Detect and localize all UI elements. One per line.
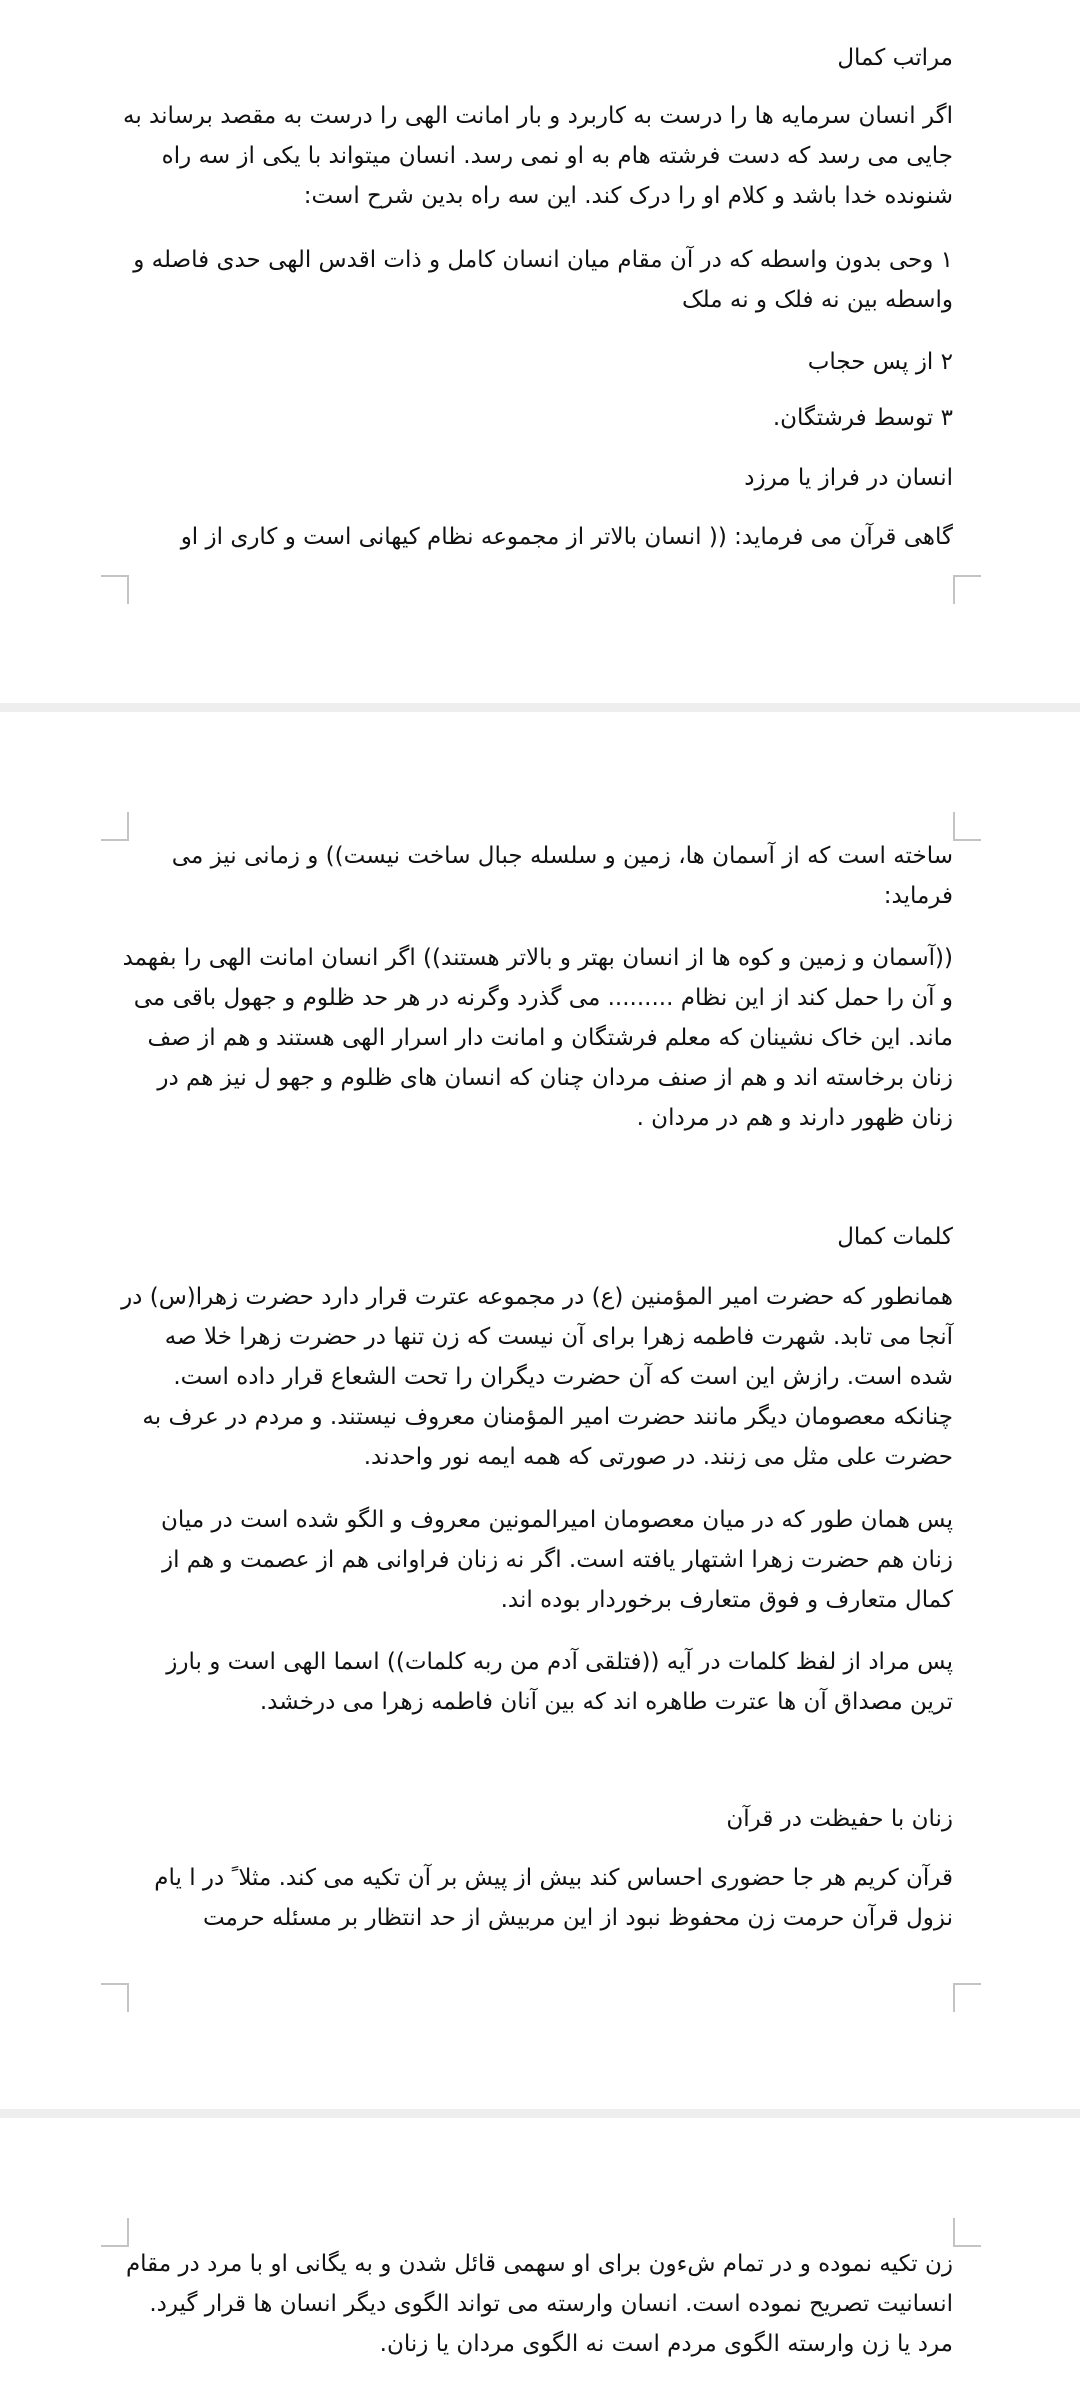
paragraph: ۱ وحی بدون واسطه که در آن مقام میان انسان کامل و ذات اقدس الهی حدی فاصله و واسطه بین نه فلک و نه ملک <box>133 247 953 313</box>
page-margin-corner-mark <box>953 1983 981 2012</box>
document-page-2 <box>0 712 1080 2109</box>
paragraph: گاهی قرآن می فرماید: (( انسان بالاتر از مجموعه نظام کیهانی است و کاری از او <box>180 524 953 550</box>
paragraph: همانطور که حضرت امیر المؤمنین (ع) در مجموعه عترت قرار دارد حضرت زهرا(س) در آنجا می تابد. شهرت فاطمه زهرا برای آن نیست که زن تنها در حضرت زهرا خلا صه شده است. رازش این است که آن حضرت دیگران را تحت الشعاع قرار داده است. چنانکه معصومان دیگر مانند حضرت امیر المؤمنان معروف نیستند. و مردم در عرف به حضرت علی مثل می زنند. در صورتی که همه ایمه نور واحدند. <box>121 1284 953 1470</box>
page-margin-corner-mark <box>953 812 981 841</box>
document-page-1 <box>0 0 1080 703</box>
paragraph: ۳ توسط فرشتگان. <box>772 405 953 431</box>
page-margin-corner-mark <box>101 2218 129 2247</box>
paragraph: زن تکیه نموده و در تمام شءون برای او سهمی قائل شدن و به یگانی او با مرد در مقام انسانیت تصریح نموده است. انسان وارسته می تواند الگوی دیگر انسان ها قرار گیرد. مرد یا زن وارسته الگوی مردم است نه الگوی مردان یا زنان. <box>125 2251 953 2357</box>
paragraph: ۲ از پس حجاب <box>807 349 953 375</box>
paragraph: اگر انسان سرمایه ها را درست به کاربرد و بار امانت الهی را درست به مقصد برساند به جایی می رسد که دست فرشته هام به او نمی رسد. انسان میتواند با یکی از سه راه شنونده خدا باشد و کلام او را درک کند. این سه راه بدین شرح است: <box>123 103 953 209</box>
page-margin-corner-mark <box>953 2218 981 2247</box>
page-separator <box>0 703 1080 712</box>
section-heading: مراتب کمال <box>837 45 953 71</box>
section-heading: کلمات کمال <box>837 1224 953 1250</box>
page-margin-corner-mark <box>101 1983 129 2012</box>
page-margin-corner-mark <box>953 575 981 604</box>
section-heading: انسان در فراز یا مرزد <box>744 465 953 491</box>
paragraph: پس مراد از لفظ کلمات در آیه ((فتلقی آدم من ربه کلمات)) اسما الهی است و بارز ترین مصداق آن ها عترت طاهره اند که بین آنان فاطمه زهرا می درخشد. <box>166 1649 953 1715</box>
paragraph: ساخته است که از آسمان ها، زمین و سلسله جبال ساخت نیست)) و زمانی نیز می فرماید: <box>171 843 953 909</box>
page-margin-corner-mark <box>101 575 129 604</box>
page-separator <box>0 2109 1080 2118</box>
paragraph: قرآن کریم هر جا حضوری احساس کند بیش از پیش بر آن تکیه می کند. مثلا ً در ا یام نزول قرآن حرمت زن محفوظ نبود از این مربیش از حد انتظار بر مسئله حرمت <box>154 1865 953 1931</box>
paragraph: ((آسمان و زمین و کوه ها از انسان بهتر و بالاتر هستند)) اگر انسان امانت الهی را بفهمد و آن را حمل کند از این نظام ......... می گذرد وگرنه در هر حد ظلوم و جهول باقی می ماند. این خاک نشینان که معلم فرشتگان و امانت دار اسرار الهی هستند و هم از صف زنان برخاسته اند و هم از صنف مردان چنان که انسان های ظلوم و جهو ل نیز هم در زنان ظهور دارند و هم در مردان . <box>122 945 953 1131</box>
document-page-3 <box>0 2118 1080 2400</box>
section-heading: زنان با حفیظت در قرآن <box>726 1806 953 1832</box>
paragraph: پس همان طور که در میان معصومان امیرالمونین معروف و الگو شده است در میان زنان هم حضرت زهرا اشتهار یافته است. اگر نه زنان فراوانی هم از عصمت و هم از کمال متعارف و فوق متعارف برخوردار بوده اند. <box>160 1507 953 1613</box>
